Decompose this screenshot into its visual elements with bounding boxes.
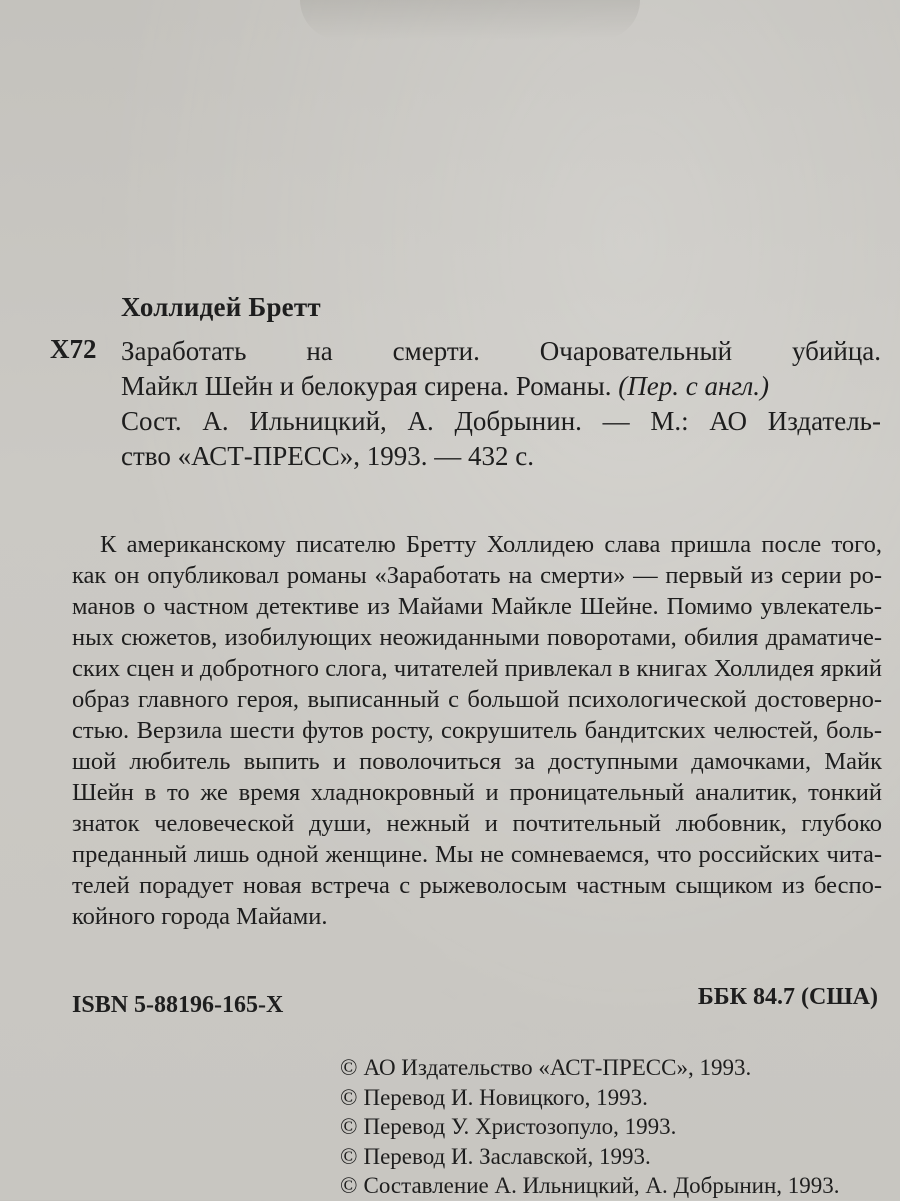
copyright-text: Составление А. Ильницкий, А. Добрынин, 1993. xyxy=(363,1173,840,1198)
copyright-line xyxy=(340,1171,840,1201)
copyright-text: Перевод И. Новицкого, 1993. xyxy=(363,1084,648,1110)
author-heading: Холлидей Бретт xyxy=(121,292,321,322)
copyright-symbol: © xyxy=(340,1055,358,1080)
copyright-symbol: © xyxy=(340,1143,358,1169)
biblio-line: Сост. А. Ильницкий, А. Добрынин. — М.: АО Издатель- xyxy=(121,406,881,436)
annotation-line: ных сюжетов, изобилующих неожиданными поворотами, обилия драматиче- xyxy=(72,624,882,651)
annotation-line: телей порадует новая встреча с рыжеволосым частным сыщиком из беспо- xyxy=(72,872,882,899)
biblio-line-text: Майкл Шейн и белокурая сирена. Романы. xyxy=(121,371,612,401)
copyright-notices xyxy=(340,1053,840,1201)
copyright-symbol: © xyxy=(340,1173,358,1198)
annotation-line: ских сцен и добротного слога, читателей привлекал в книгах Холлидея яркий xyxy=(72,655,882,682)
annotation-line: шой любитель выпить и поволочиться за доступными дамочками, Майк xyxy=(72,748,882,775)
annotation-line: койного города Майами. xyxy=(72,903,328,930)
copyright-symbol: © xyxy=(340,1114,358,1139)
copyright-text: Перевод У. Христозопуло, 1993. xyxy=(363,1114,677,1139)
annotation-line: К американскому писателю Бретту Холлидею слава пришла после того, xyxy=(100,531,882,558)
show-through-shadow xyxy=(300,0,640,40)
copyright-line xyxy=(340,1053,840,1083)
copyright-line xyxy=(340,1142,840,1172)
annotation-paragraph xyxy=(72,529,882,932)
biblio-line xyxy=(121,369,881,404)
biblio-line: ство «АСТ-ПРЕСС», 1993. — 432 с. xyxy=(121,441,535,471)
isbn-number: ISBN 5-88196-165-X xyxy=(72,992,284,1018)
annotation-line: как он опубликовал романы «Заработать на смерти» — первый из серии ро- xyxy=(72,562,882,589)
author-index-code: Х72 xyxy=(50,334,97,364)
annotation-line: манов о частном детективе из Майами Майкле Шейне. Помимо увлекатель- xyxy=(72,593,882,620)
copyright-text: Перевод И. Заславской, 1993. xyxy=(363,1143,651,1169)
copyright-line xyxy=(340,1112,840,1142)
annotation-line: стью. Верзила шести футов росту, сокрушитель бандитских челюстей, боль- xyxy=(72,717,882,744)
annotation-line: преданный лишь одной женщине. Мы не сомневаемся, что российских чита- xyxy=(72,841,882,868)
annotation-line: Шейн в то же время хладнокровный и проницательный аналитик, тонкий xyxy=(72,779,882,806)
biblio-line: Заработать на смерти. Очаровательный убийца. xyxy=(121,336,881,366)
copyright-symbol: © xyxy=(340,1084,358,1110)
annotation-line: образ главного героя, выписанный с большой психологической достоверно- xyxy=(72,686,882,713)
bbk-classification: ББК 84.7 (США) xyxy=(697,984,878,1010)
annotation-line: знаток человеческой души, нежный и почтительный любовник, глубоко xyxy=(72,810,882,837)
copyright-line xyxy=(340,1083,840,1113)
bibliographic-description xyxy=(121,334,881,474)
translation-note: (Пер. с англ.) xyxy=(618,371,770,401)
copyright-text: АО Издательство «АСТ-ПРЕСС», 1993. xyxy=(363,1055,752,1080)
